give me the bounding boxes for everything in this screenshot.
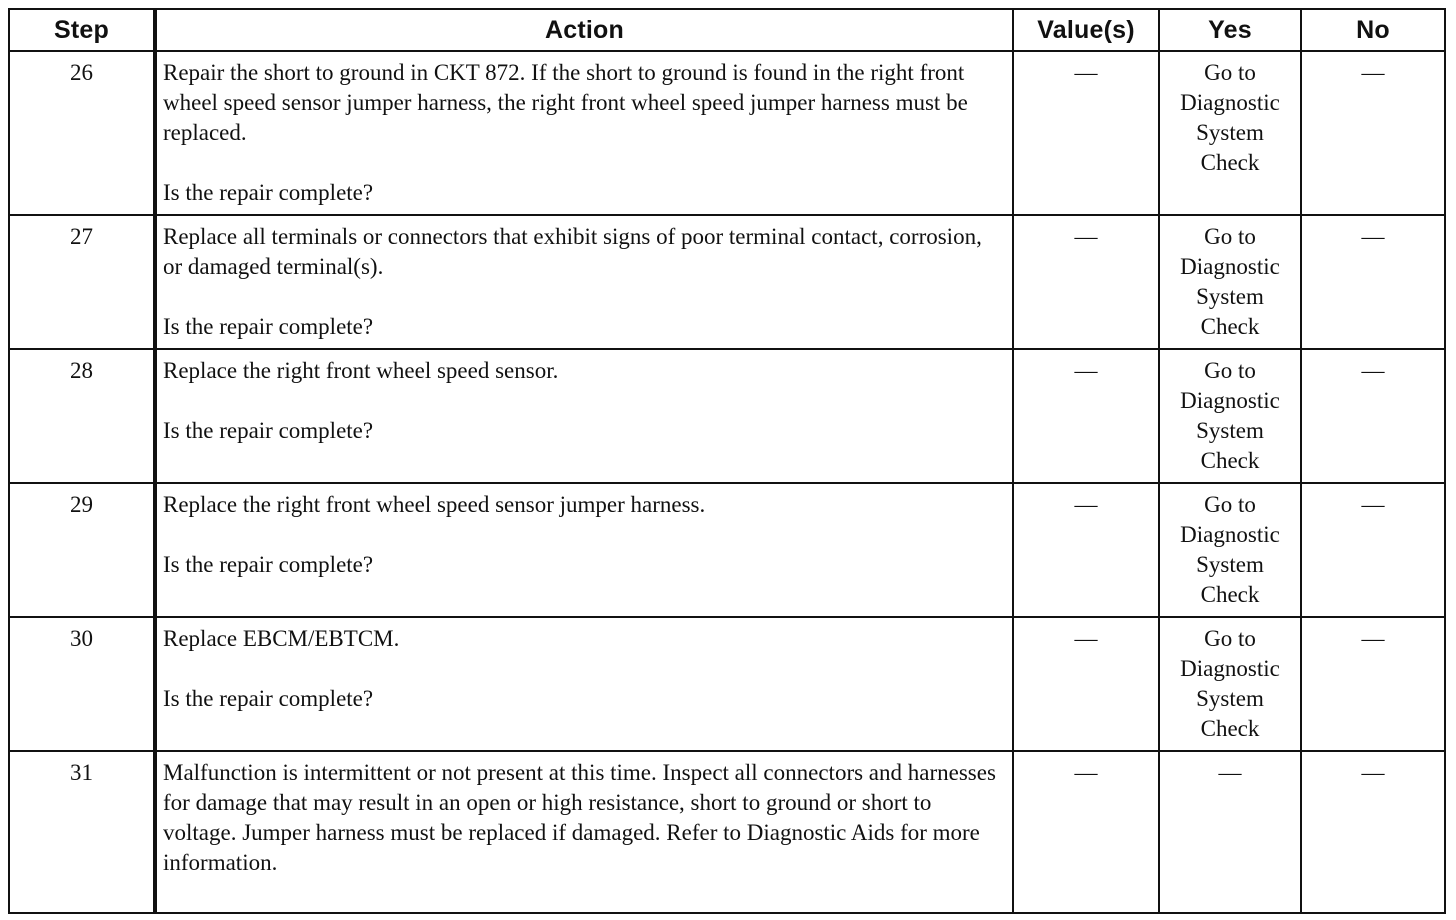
values-cell: — [1013, 51, 1159, 215]
no-cell: — [1301, 617, 1445, 751]
table-row [9, 617, 1445, 751]
yes-cell: Go to Diagnostic System Check [1159, 617, 1301, 751]
values-cell: — [1013, 349, 1159, 483]
action-text: Repair the short to ground in CKT 872. If the short to ground is found in the right front wheel speed sensor jumper harness, the right front wheel speed jumper harness must be replaced. [163, 60, 968, 145]
action-text: Replace EBCM/EBTCM. [163, 626, 400, 651]
step-number: 28 [9, 349, 155, 483]
step-number: 31 [9, 751, 155, 913]
header-yes: Yes [1159, 9, 1301, 51]
table-row [9, 215, 1445, 349]
action-cell [155, 215, 1013, 349]
action-question: Is the repair complete? [163, 552, 374, 577]
action-cell [155, 349, 1013, 483]
action-question: Is the repair complete? [163, 180, 374, 205]
diagnostic-table-page [8, 8, 1444, 914]
diagnostic-steps-table [8, 8, 1446, 914]
values-cell: — [1013, 215, 1159, 349]
table-header-row [9, 9, 1445, 51]
yes-cell: Go to Diagnostic System Check [1159, 215, 1301, 349]
yes-cell: Go to Diagnostic System Check [1159, 51, 1301, 215]
values-cell: — [1013, 751, 1159, 913]
yes-cell: Go to Diagnostic System Check [1159, 483, 1301, 617]
no-cell: — [1301, 483, 1445, 617]
table-row [9, 51, 1445, 215]
action-cell [155, 51, 1013, 215]
no-cell: — [1301, 215, 1445, 349]
header-action: Action [155, 9, 1013, 51]
header-step: Step [9, 9, 155, 51]
step-number: 27 [9, 215, 155, 349]
action-text: Replace all terminals or connectors that exhibit signs of poor terminal contact, corrosion, or damaged terminal(s). [163, 224, 982, 279]
action-question: Is the repair complete? [163, 418, 374, 443]
no-cell: — [1301, 51, 1445, 215]
step-number: 29 [9, 483, 155, 617]
table-row [9, 483, 1445, 617]
action-question: Is the repair complete? [163, 686, 374, 711]
action-text: Replace the right front wheel speed sensor jumper harness. [163, 492, 706, 517]
action-text: Malfunction is intermittent or not present at this time. Inspect all connectors and harnesses for damage that may result in an open or high resistance, short to ground or short to voltage. Jumper harness must be replaced if damaged. Refer to Diagnostic Aids for more information. [163, 760, 996, 875]
action-text: Replace the right front wheel speed sensor. [163, 358, 559, 383]
no-cell: — [1301, 349, 1445, 483]
yes-cell: Go to Diagnostic System Check [1159, 349, 1301, 483]
no-cell: — [1301, 751, 1445, 913]
action-question: Is the repair complete? [163, 314, 374, 339]
action-cell [155, 483, 1013, 617]
action-cell [155, 617, 1013, 751]
yes-cell: — [1159, 751, 1301, 913]
table-row [9, 349, 1445, 483]
table-row [9, 751, 1445, 913]
action-cell [155, 751, 1013, 913]
values-cell: — [1013, 483, 1159, 617]
header-no: No [1301, 9, 1445, 51]
header-values: Value(s) [1013, 9, 1159, 51]
step-number: 30 [9, 617, 155, 751]
values-cell: — [1013, 617, 1159, 751]
step-number: 26 [9, 51, 155, 215]
